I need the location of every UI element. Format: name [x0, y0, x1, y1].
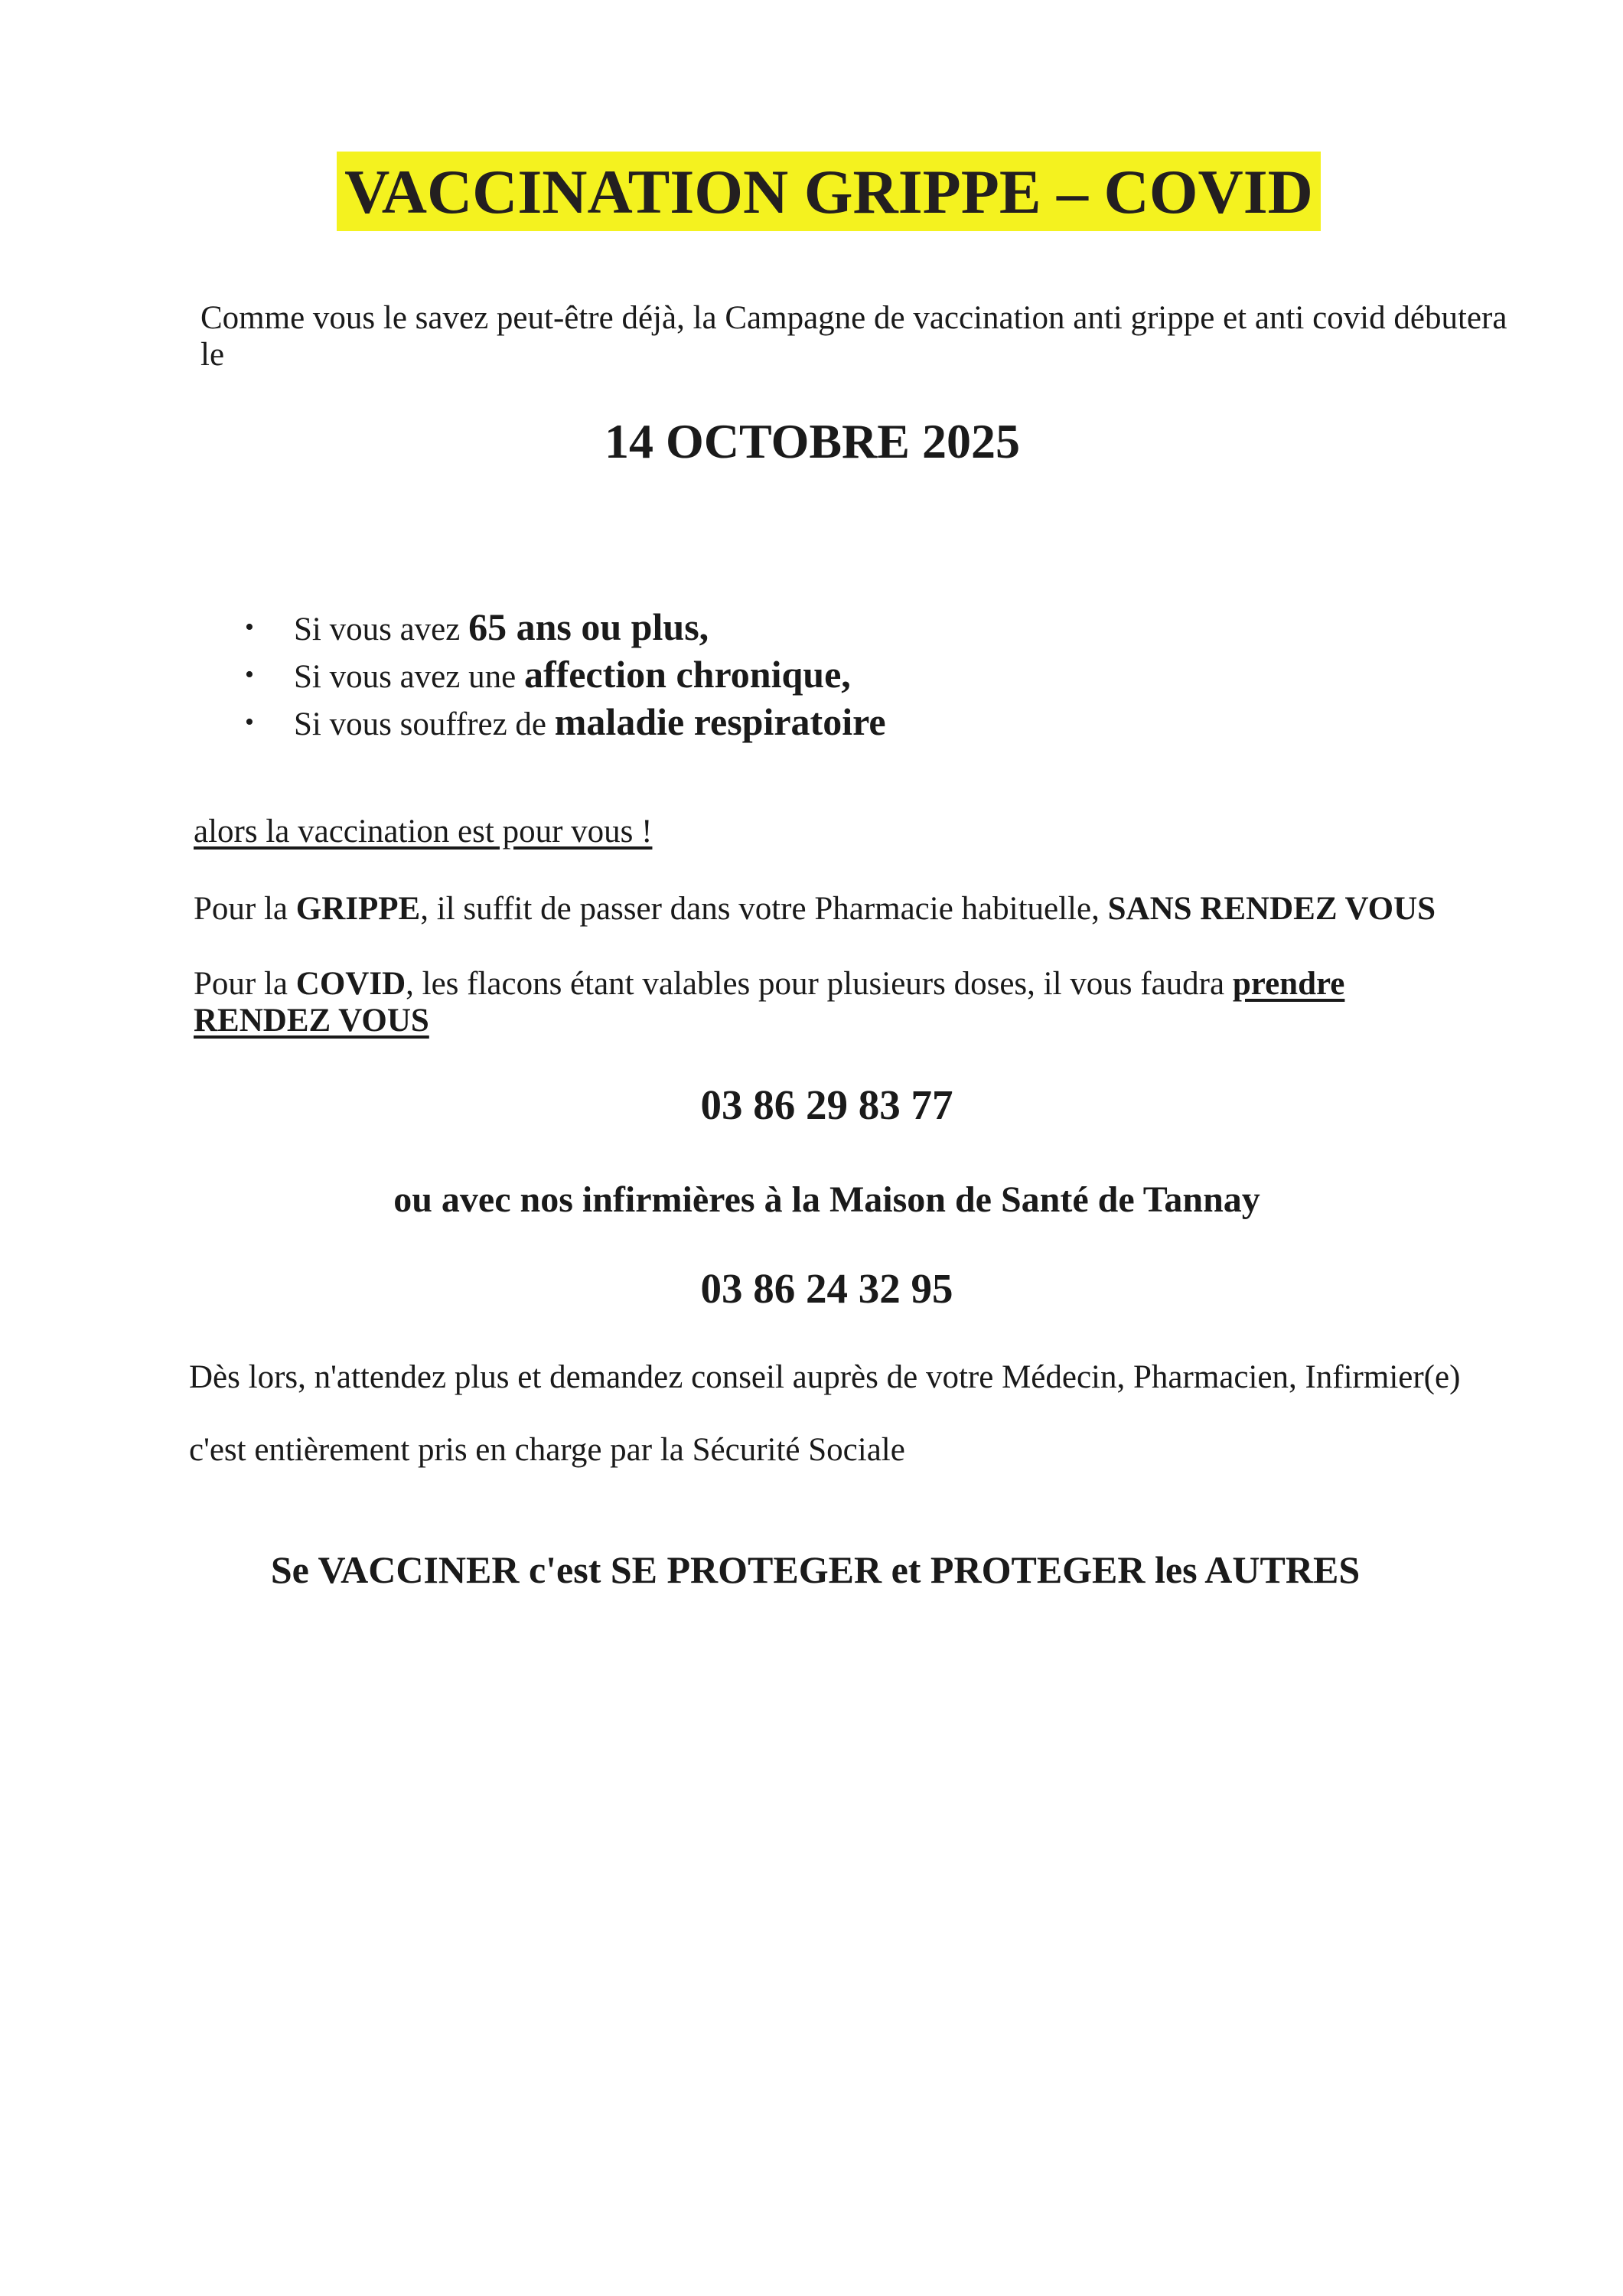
gripe-text-2: , il suffit de passer dans votre Pharmacie habituelle,: [420, 891, 1108, 927]
advice-paragraph: Dès lors, n'attendez plus et demandez conseil auprès de votre Médecin, Pharmacien, Infirmier(e): [189, 1359, 1461, 1395]
bullet-prefix: Si vous avez une: [294, 659, 524, 695]
conclusion-line: alors la vaccination est pour vous !: [194, 814, 653, 850]
bullet-emphasis: affection chronique,: [523, 653, 851, 696]
covid-text-1: Pour la: [194, 966, 296, 1002]
campaign-date: 14 OCTOBRE 2025: [605, 414, 1020, 468]
eligibility-list: [245, 605, 886, 747]
bullet-prefix: Si vous avez: [294, 612, 469, 647]
appointment-label: prendre RENDEZ VOUS: [194, 966, 1345, 1039]
bullet-emphasis: maladie respiratoire: [554, 700, 886, 743]
list-item: [245, 700, 886, 747]
coverage-paragraph: c'est entièrement pris en charge par la Sécurité Sociale: [189, 1432, 905, 1468]
covid-text-2: , les flacons étant valables pour plusieurs doses, il vous faudra: [406, 966, 1233, 1002]
bullet-emphasis: 65 ans ou plus,: [468, 605, 709, 648]
covid-paragraph: [194, 966, 1487, 1039]
phone-number-nurses: 03 86 24 32 95: [700, 1265, 953, 1312]
phone-number-pharmacy: 03 86 29 83 77: [700, 1081, 953, 1128]
gripe-paragraph: [194, 890, 1436, 928]
page-title: VACCINATION GRIPPE – COVID: [337, 152, 1321, 231]
covid-keyword: COVID: [295, 966, 406, 1002]
no-appointment-label: SANS RENDEZ VOUS: [1107, 891, 1436, 927]
gripe-text-1: Pour la: [194, 891, 296, 927]
intro-paragraph: Comme vous le savez peut-être déjà, la Campagne de vaccination anti grippe et anti covid débutera le: [200, 300, 1507, 373]
title-container: [0, 152, 1623, 231]
slogan: Se VACCINER c'est SE PROTEGER et PROTEGER les AUTRES: [270, 1548, 1361, 1591]
bullet-prefix: Si vous souffrez de: [294, 706, 555, 742]
list-item: [245, 652, 886, 700]
gripe-keyword: GRIPPE: [295, 891, 421, 927]
list-item: [245, 605, 886, 652]
health-center-line: ou avec nos infirmières à la Maison de Santé de Tannay: [393, 1179, 1260, 1220]
